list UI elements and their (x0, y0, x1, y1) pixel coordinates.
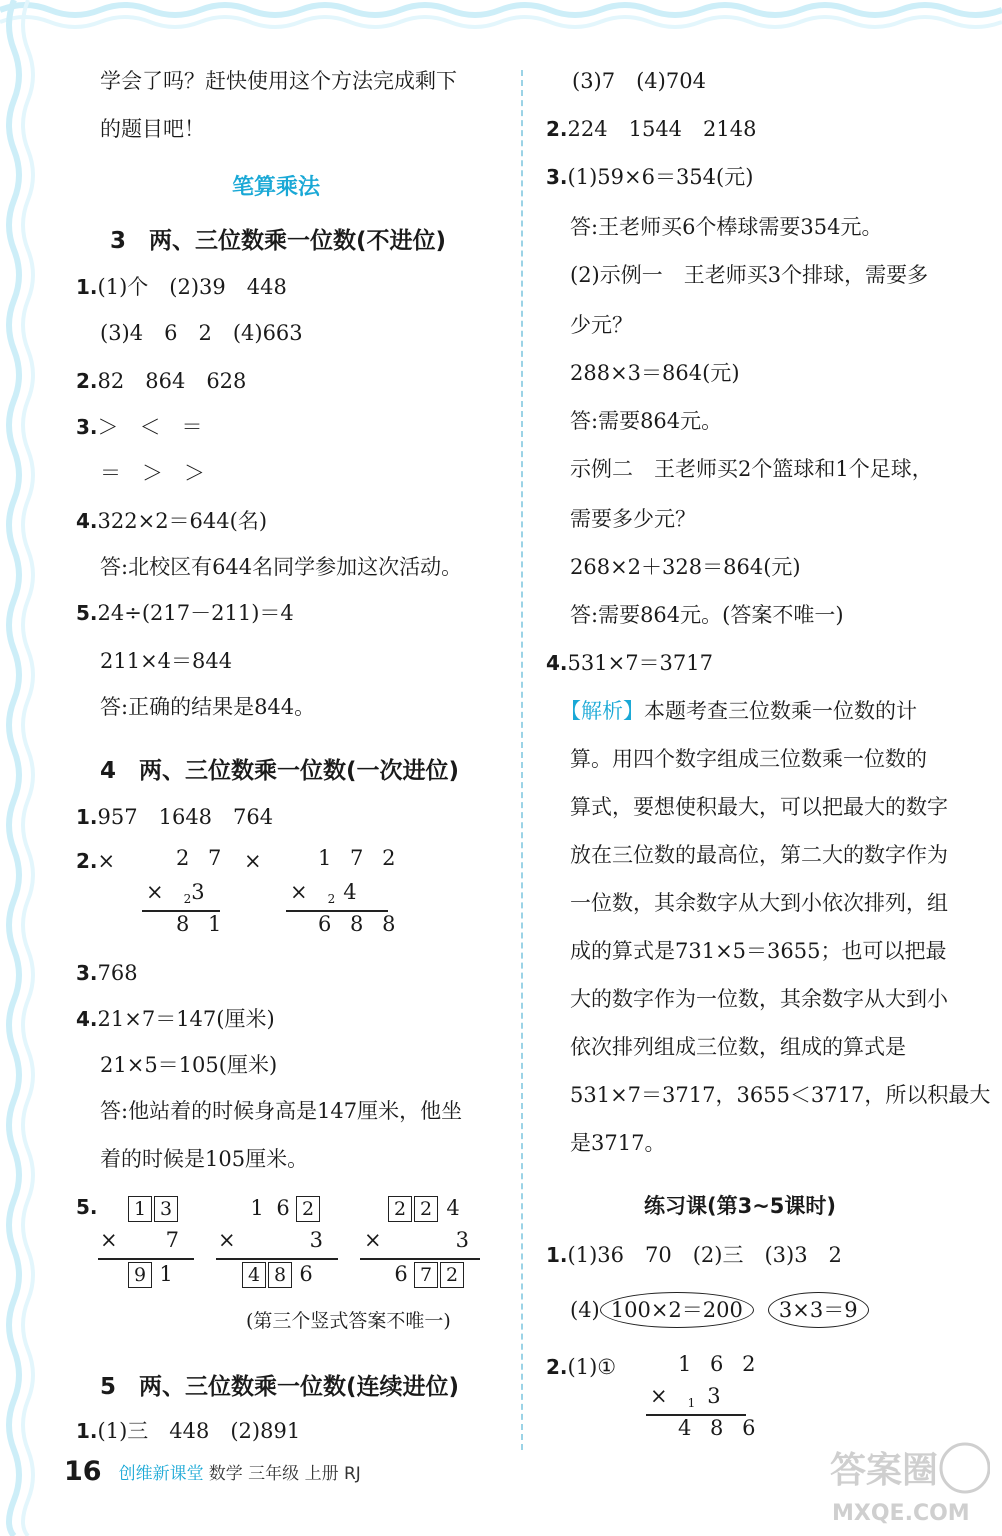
answer-text: 768 (97, 961, 138, 985)
vc-mult: 3 (455, 1228, 475, 1252)
answer-text: 268×2＋328＝864(元) (570, 555, 801, 579)
wavy-left-border (0, 0, 48, 1536)
vc-digit: 4 (446, 1196, 460, 1220)
circled-expression: 100×2＝200 (600, 1292, 754, 1328)
blank-box: 2 (296, 1196, 320, 1222)
wrong-mark: × (244, 849, 262, 873)
answer-text: (1)① (567, 1355, 617, 1379)
wavy-top-border (0, 0, 1002, 48)
blank-box: 4 (242, 1262, 266, 1288)
q-number: 5. (76, 601, 98, 625)
vc-op: × (218, 1228, 242, 1252)
column-divider (521, 70, 523, 1450)
answer-text: 答:需要864元。(答案不唯一) (570, 603, 844, 627)
vc-digit: 6 (394, 1262, 408, 1286)
vc-op: × (290, 880, 314, 904)
q-number: 1. (546, 1243, 568, 1267)
answer-text: 答:需要864元。 (570, 409, 723, 433)
vc-top: 1 7 2 (318, 846, 402, 870)
blank-box: 1 (128, 1196, 152, 1222)
vc-op: × (100, 1228, 124, 1252)
q-number: 4. (76, 1007, 98, 1031)
chapter-title: 笔算乘法 (232, 175, 321, 200)
answer-text: ＝ ＞ ＞ (100, 461, 205, 485)
answer-text: 957 1648 764 (97, 805, 274, 829)
vc-carry: 2 (327, 892, 336, 906)
answer-text: (3)7 (4)704 (572, 69, 706, 93)
answer-text: 24÷(217－211)＝4 (97, 601, 294, 625)
vc-mult: 3 (707, 1384, 727, 1408)
answer-text: 21×7＝147(厘米) (97, 1007, 275, 1031)
analysis-text: 本题考查三位数乘一位数的计 (644, 699, 917, 723)
answer-text: 示例二 王老师买2个篮球和1个足球， (570, 457, 933, 481)
q-number: 3. (76, 415, 98, 439)
circled-expression: 3×3＝9 (768, 1292, 869, 1328)
analysis-text: 成的算式是731×5＝3655；也可以把最 (570, 939, 947, 963)
q-number: 1. (76, 1419, 98, 1443)
q-number: 1. (76, 805, 98, 829)
answer-text: 答:王老师买6个棒球需要354元。 (570, 215, 883, 239)
vc-result: 4 8 6 (678, 1416, 762, 1440)
q-number: 2. (76, 369, 98, 393)
q-number: 3. (546, 165, 568, 189)
answer-text: (1)三 448 (2)891 (97, 1419, 301, 1443)
answer-text: (1)59×6＝354(元) (567, 165, 754, 189)
q-number: 2. (546, 1355, 568, 1379)
blank-box: 9 (128, 1262, 152, 1288)
answer-text: (3)4 6 2 (4)663 (100, 321, 303, 345)
q-number: 4. (546, 651, 568, 675)
blank-box: 2 (440, 1262, 464, 1288)
q-number: 5. (76, 1195, 98, 1219)
answer-text: 答:北校区有644名同学参加这次活动。 (100, 555, 463, 579)
vc-top: 1 6 2 (678, 1352, 762, 1376)
vc-op: × (364, 1228, 388, 1252)
q-number: 2. (546, 117, 568, 141)
answer-text: 211×4＝844 (100, 649, 233, 673)
section-5-title: 5 两、三位数乘一位数(连续进位) (100, 1374, 460, 1400)
q-number: 2. (76, 849, 98, 873)
page-footer (64, 1456, 361, 1487)
vc-result: 6 8 8 (318, 912, 402, 936)
vc-top: 2 7 (176, 846, 228, 870)
analysis-text: 依次排列组成三位数，组成的算式是 (570, 1035, 906, 1059)
answer-text: (4) (570, 1298, 600, 1322)
vc-carry: 1 (687, 1396, 696, 1410)
brand-name: 创维新课堂 (118, 1464, 204, 1484)
blank-box: 2 (414, 1196, 438, 1222)
answer-text: 答:他站着的时候身高是147厘米，他坐 (100, 1099, 463, 1123)
blank-box: 7 (414, 1262, 438, 1288)
vc-digit: 1 (250, 1196, 264, 1220)
blank-box: 8 (268, 1262, 292, 1288)
note-text: (第三个竖式答案不唯一) (246, 1310, 451, 1332)
answer-text: 着的时候是105厘米。 (100, 1147, 309, 1171)
analysis-text: 算式，要想使积最大，可以把最大的数字 (570, 795, 948, 819)
answer-text: 531×7＝3717 (567, 651, 713, 675)
blank-box: 2 (388, 1196, 412, 1222)
watermark-logo (820, 1438, 990, 1528)
blank-box: 3 (154, 1196, 178, 1222)
intro-line-1: 学会了吗？赶快使用这个方法完成剩下 (100, 69, 457, 93)
watermark-top-text: 答案圈 (830, 1450, 939, 1491)
vc-mult: 7 (165, 1228, 185, 1252)
answer-text: 322×2＝644(名) (97, 509, 268, 533)
answer-text: 21×5＝105(厘米) (100, 1053, 278, 1077)
q-number: 4. (76, 509, 98, 533)
q-number: 3. (76, 961, 98, 985)
vc-mult: 4 (343, 880, 363, 904)
analysis-text: 大的数字作为一位数，其余数字从大到小 (570, 987, 948, 1011)
vc-op: × (146, 880, 170, 904)
answer-text: 288×3＝864(元) (570, 361, 740, 385)
wrong-mark: × (97, 849, 116, 873)
analysis-text: 放在三位数的最高位，第二大的数字作为 (570, 843, 948, 867)
answer-text: (2)示例一 王老师买3个排球，需要多 (570, 263, 929, 287)
vc-digit: 6 (276, 1196, 290, 1220)
intro-line-2: 的题目吧！ (100, 117, 205, 141)
section-3-title: 3 两、三位数乘一位数(不进位) (110, 228, 447, 254)
answer-text: 少元？ (570, 313, 633, 337)
answer-text: 答:正确的结果是844。 (100, 695, 316, 719)
answer-text: (1)个 (2)39 448 (97, 275, 287, 299)
answer-text: 82 864 628 (97, 369, 247, 393)
vc-mult: 3 (191, 880, 211, 904)
answer-text: ＞ ＜ ＝ (97, 415, 203, 439)
q-number: 1. (76, 275, 98, 299)
analysis-tag: 【解析】 (560, 699, 644, 723)
page-number: 16 (64, 1456, 102, 1487)
watermark-bottom-text: MXQE.COM (832, 1501, 970, 1526)
analysis-text: 一位数，其余数字从大到小依次排列，组 (570, 891, 948, 915)
analysis-text: 531×7＝3717，3655＜3717，所以积最大 (570, 1083, 991, 1107)
analysis-text: 算。用四个数字组成三位数乘一位数的 (570, 747, 927, 771)
answer-text: (1)36 70 (2)三 (3)3 2 (567, 1243, 842, 1267)
vc-digit: 6 (299, 1262, 313, 1286)
answer-text: 需要多少元？ (570, 507, 696, 531)
answer-text: 224 1544 2148 (567, 117, 757, 141)
vc-mult: 3 (309, 1228, 329, 1252)
practice-title: 练习课(第3~5课时) (644, 1194, 837, 1218)
vc-result: 8 1 (176, 912, 228, 936)
book-meta: 数学 三年级 上册 RJ (208, 1464, 361, 1484)
vc-op: × (650, 1384, 674, 1408)
vc-digit: 1 (159, 1262, 173, 1286)
section-4-title: 4 两、三位数乘一位数(一次进位) (100, 758, 460, 784)
vc-carry: 2 (183, 892, 192, 906)
analysis-text: 是3717。 (570, 1131, 666, 1155)
